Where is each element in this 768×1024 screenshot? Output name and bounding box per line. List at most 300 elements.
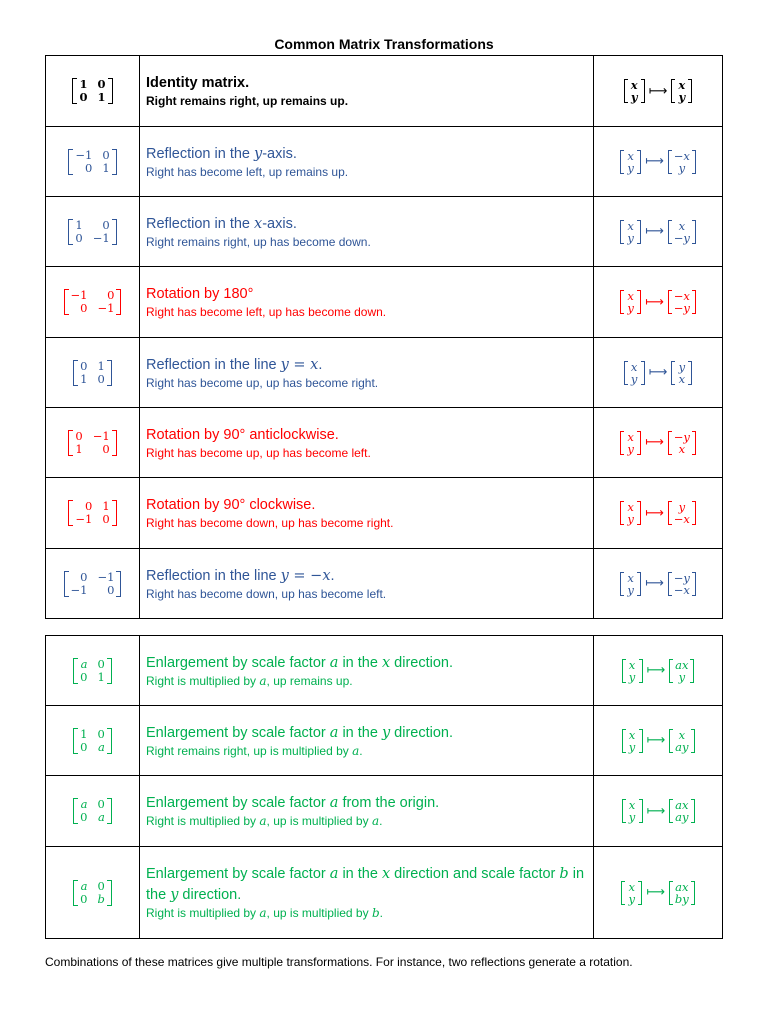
input-vector: [620, 220, 641, 244]
matrix-entry: 0: [84, 160, 93, 175]
bracket: [112, 500, 117, 526]
mapping: [594, 572, 722, 596]
matrix-entry: a: [97, 739, 105, 754]
matrix-cell: [46, 706, 140, 776]
bracket: [107, 880, 112, 906]
mapping: [594, 361, 722, 385]
explanation: Right is multiplied by a, up is multiplied by b.: [146, 906, 383, 920]
vector-entry: y: [627, 441, 634, 456]
matrix-wrap: [46, 880, 139, 906]
math-symbol: a: [329, 724, 339, 741]
bracket: [637, 501, 641, 525]
matrix: [72, 78, 112, 104]
vector-entry: y: [627, 160, 634, 175]
bracket: [639, 729, 643, 753]
matrix-entries: [73, 149, 111, 175]
vector-entries: [624, 150, 637, 174]
matrix-wrap: [46, 500, 139, 526]
description-cell: [140, 776, 594, 847]
maps-to-arrow: ⟼: [646, 803, 666, 819]
matrix-entry: 0: [102, 217, 110, 232]
matrix-entry: 0: [80, 739, 88, 754]
matrix-entry: 0: [80, 358, 88, 373]
matrix-entries: [73, 219, 111, 245]
matrix-cell: [46, 636, 140, 706]
vector-entries: [626, 659, 639, 683]
vector-entry: x: [628, 657, 636, 672]
math-symbol: a: [259, 673, 267, 688]
mapping: [594, 431, 722, 455]
math-symbol: b: [371, 906, 380, 920]
footer-note: Combinations of these matrices give multiple transformations. For instance, two reflections generate a rotation.: [45, 955, 633, 969]
description: Enlargement by scale factor a in the x direction and scale factor b in the y direction.: [146, 866, 585, 903]
matrix-entry: 0: [97, 797, 105, 811]
mapping: [594, 150, 722, 174]
vector-entry: x: [627, 289, 634, 303]
matrix-entry: 0: [102, 512, 110, 526]
table-row: [46, 776, 723, 847]
matrix-entry: −1: [70, 582, 88, 597]
math-symbol: x: [254, 215, 263, 232]
vector-entries: [624, 572, 637, 596]
matrix: [68, 430, 116, 456]
explanation: Right has become left, up remains up.: [146, 164, 349, 179]
matrix-entry: −1: [92, 428, 110, 443]
matrix-entry: −1: [75, 147, 93, 162]
output-vector: [668, 290, 696, 314]
table-row: [46, 549, 723, 619]
maps-to-arrow: ⟼: [645, 576, 664, 591]
matrix-cell: [46, 847, 140, 939]
bracket: [112, 149, 117, 175]
description: Rotation by 90° anticlockwise.: [146, 426, 339, 443]
math-symbol: a: [329, 795, 339, 811]
vector-entry: x: [627, 148, 634, 163]
bracket: [692, 572, 696, 596]
matrix-entry: 0: [80, 669, 88, 684]
matrix-entry: 0: [97, 77, 106, 91]
vector-entry: −y: [673, 570, 690, 585]
vector-entries: [628, 79, 641, 103]
explanation: Right is multiplied by a, up remains up.: [146, 673, 353, 688]
input-vector: [620, 501, 641, 525]
vector-entry: x: [627, 218, 634, 233]
math-symbol: y = x: [280, 356, 319, 373]
maps-to-arrow: ⟼: [645, 294, 664, 310]
matrix: [73, 880, 112, 906]
math-symbol: y = −x: [280, 567, 331, 584]
input-vector: [620, 150, 641, 174]
vector-entries: [624, 431, 637, 455]
math-symbol: x: [381, 654, 391, 671]
bracket: [116, 289, 121, 315]
maps-to-arrow: ⟼: [646, 733, 666, 748]
bracket: [108, 78, 113, 104]
matrix-entry: 0: [80, 810, 88, 824]
vector-entry: x: [628, 879, 635, 894]
table-row: [46, 127, 723, 197]
matrix-cell: [46, 197, 140, 267]
description-cell: [140, 847, 594, 939]
vector-entries: [672, 220, 692, 244]
vector-entry: −x: [673, 512, 690, 526]
table-row: [46, 338, 723, 408]
vector-entries: [672, 431, 692, 455]
matrix-wrap: [46, 430, 139, 456]
matrix-entry: 0: [80, 891, 88, 906]
output-vector: [669, 881, 695, 905]
explanation: Right has become down, up has become right.: [146, 516, 394, 530]
output-vector: [669, 799, 694, 823]
vector-entry: y: [627, 582, 634, 597]
input-vector: [622, 799, 643, 823]
vector-entry: x: [627, 500, 634, 514]
input-vector: [622, 729, 643, 753]
vector-entry: x: [628, 727, 636, 742]
bracket: [637, 150, 641, 174]
mapping: [594, 79, 722, 103]
matrix-wrap: [46, 658, 139, 684]
vector-entries: [672, 572, 692, 596]
matrix-entry: 1: [80, 726, 88, 741]
input-vector: [622, 659, 643, 683]
matrix: [73, 360, 112, 386]
vector-entry: −x: [673, 582, 690, 597]
vector-entry: y: [627, 301, 634, 315]
vector-entry: y: [678, 160, 686, 175]
math-symbol: x: [381, 866, 391, 882]
description: Enlargement by scale factor a in the x direction.: [146, 654, 454, 671]
vector-entries: [624, 501, 637, 525]
matrix: [68, 500, 116, 526]
explanation: Right is multiplied by a, up is multiplied by a.: [146, 814, 383, 828]
bracket: [112, 430, 117, 456]
page-title: Common Matrix Transformations: [274, 36, 494, 52]
mapping: [594, 290, 722, 314]
vector-entries: [626, 729, 639, 753]
mapping-cell: [594, 636, 723, 706]
bracket: [692, 220, 696, 244]
matrix-wrap: [46, 798, 139, 824]
matrix-cell: [46, 408, 140, 478]
vector-entry: y: [628, 739, 636, 754]
matrix: [64, 571, 122, 597]
vector-entry: x: [678, 371, 686, 386]
input-vector: [620, 431, 641, 455]
matrix-entry: 0: [79, 90, 88, 104]
vector-entry: y: [627, 230, 634, 245]
vector-entry: x: [678, 218, 686, 233]
table-row: [46, 267, 723, 338]
vector-entries: [675, 361, 688, 385]
maps-to-arrow: ⟼: [645, 154, 664, 169]
vector-entry: x: [630, 359, 638, 374]
description-cell: [140, 549, 594, 619]
matrix-entry: 1: [97, 669, 105, 684]
vector-entries: [628, 361, 641, 385]
vector-entries: [673, 881, 691, 905]
description-cell: [140, 197, 594, 267]
bracket: [107, 658, 112, 684]
vector-entry: y: [627, 512, 634, 526]
vector-entries: [626, 799, 639, 823]
matrix-entries: [69, 571, 117, 597]
math-symbol: a: [259, 906, 267, 920]
vector-entry: y: [678, 500, 686, 514]
table-row: [46, 847, 723, 939]
explanation: Right has become down, up has become left.: [146, 586, 387, 601]
matrix-entry: −1: [97, 301, 115, 315]
vector-entry: y: [630, 90, 638, 104]
mapping-cell: [594, 197, 723, 267]
bracket: [116, 571, 121, 597]
vector-entry: y: [678, 359, 686, 374]
matrix-entry: −1: [70, 288, 88, 302]
math-symbol: a: [329, 866, 339, 882]
matrix-entry: 0: [97, 371, 105, 386]
bracket: [637, 220, 641, 244]
vector-entry: by: [674, 891, 689, 906]
description-cell: [140, 127, 594, 197]
math-symbol: a: [259, 814, 267, 828]
matrix-entry: a: [97, 810, 105, 824]
bracket: [637, 572, 641, 596]
matrix-cell: [46, 56, 140, 127]
explanation: Right remains right, up remains up.: [146, 94, 349, 108]
vector-entry: y: [628, 669, 636, 684]
mapping-cell: [594, 56, 723, 127]
matrix-entry: −1: [97, 569, 115, 584]
mapping: [594, 799, 722, 823]
output-vector: [668, 572, 696, 596]
table-row: [46, 56, 723, 127]
table-row: [46, 408, 723, 478]
input-vector: [624, 361, 645, 385]
explanation: Right has become up, up has become left.: [146, 445, 371, 460]
matrix-cell: [46, 127, 140, 197]
vector-entries: [624, 220, 637, 244]
vector-entry: x: [678, 727, 686, 742]
bracket: [692, 501, 696, 525]
matrix-entry: 0: [80, 569, 88, 584]
description-cell: [140, 706, 594, 776]
explanation: Right remains right, up has become down.: [146, 234, 371, 249]
vector-entry: ax: [675, 657, 689, 672]
vector-entry: −y: [673, 230, 690, 245]
matrix-entries: [77, 78, 107, 104]
maps-to-arrow: ⟼: [645, 224, 664, 239]
matrix-entries: [78, 728, 107, 754]
matrix-wrap: [46, 149, 139, 175]
vector-entries: [672, 501, 692, 525]
description: Reflection in the line y = x.: [146, 356, 323, 373]
matrix-cell: [46, 549, 140, 619]
vector-entry: x: [630, 78, 638, 92]
matrix-entry: 0: [102, 441, 110, 456]
maps-to-arrow: ⟼: [648, 365, 668, 380]
vector-entry: y: [678, 90, 686, 104]
vector-entry: −y: [673, 429, 690, 444]
description-cell: [140, 636, 594, 706]
explanation: Right has become up, up has become right.: [146, 375, 379, 390]
description-cell: [140, 338, 594, 408]
output-vector: [671, 361, 692, 385]
math-symbol: a: [329, 654, 339, 671]
output-vector: [671, 79, 692, 103]
vector-entry: ax: [675, 798, 689, 812]
matrix-cell: [46, 776, 140, 847]
table-row: [46, 197, 723, 267]
description: Enlargement by scale factor a in the y direction.: [146, 724, 454, 741]
vector-entry: y: [628, 810, 636, 824]
math-symbol: a: [352, 743, 360, 758]
description: Identity matrix.: [146, 75, 250, 91]
vector-entry: ay: [675, 739, 689, 754]
table-row: [46, 478, 723, 549]
mapping: [594, 220, 722, 244]
vector-entry: y: [678, 669, 686, 684]
bracket: [639, 659, 643, 683]
matrix-entry: b: [97, 891, 105, 906]
matrix-wrap: [46, 571, 139, 597]
matrix: [73, 798, 112, 824]
vector-entry: y: [628, 891, 635, 906]
output-vector: [669, 659, 694, 683]
math-symbol: y: [381, 724, 391, 741]
output-vector: [668, 150, 696, 174]
matrix-entry: 1: [75, 441, 83, 456]
maps-to-arrow: ⟼: [645, 505, 664, 521]
matrix-entry: 1: [97, 90, 106, 104]
mapping: [594, 659, 722, 683]
output-vector: [668, 431, 696, 455]
matrix: [73, 728, 112, 754]
vector-entry: y: [630, 371, 638, 386]
matrix-entry: −1: [75, 512, 93, 526]
bracket: [691, 799, 695, 823]
bracket: [641, 361, 645, 385]
description: Reflection in the x-axis.: [146, 215, 297, 232]
math-symbol: a: [371, 814, 380, 828]
matrix-entry: 0: [97, 726, 105, 741]
matrix-entry: a: [80, 656, 88, 671]
description: Rotation by 90° clockwise.: [146, 497, 316, 513]
matrix-entries: [78, 880, 107, 906]
vector-entry: −x: [673, 148, 690, 163]
description-cell: [140, 56, 594, 127]
maps-to-arrow: ⟼: [645, 435, 664, 450]
vector-entry: −y: [673, 301, 690, 315]
vector-entries: [625, 881, 638, 905]
matrix-cell: [46, 338, 140, 408]
vector-entry: x: [627, 570, 634, 585]
matrix-entries: [69, 289, 117, 315]
matrix: [73, 658, 112, 684]
vector-entries: [673, 799, 690, 823]
description: Reflection in the y-axis.: [146, 145, 297, 162]
vector-entries: [673, 729, 690, 753]
mapping-cell: [594, 127, 723, 197]
maps-to-arrow: ⟼: [646, 885, 665, 900]
bracket: [688, 361, 692, 385]
vector-entry: ay: [675, 810, 689, 824]
matrix-entry: 1: [79, 77, 88, 91]
mapping-cell: [594, 776, 723, 847]
mapping: [594, 501, 722, 525]
matrix-entry: 0: [80, 301, 88, 315]
bracket: [638, 881, 642, 905]
vector-entry: x: [627, 429, 634, 444]
vector-entry: −x: [673, 289, 690, 303]
matrix-entry: 0: [97, 878, 105, 893]
matrix-entries: [78, 658, 107, 684]
description: Rotation by 180°: [146, 286, 254, 302]
matrix: [68, 149, 116, 175]
mapping: [594, 881, 722, 905]
input-vector: [620, 290, 641, 314]
vector-entries: [672, 290, 692, 314]
bracket: [692, 431, 696, 455]
explanation: Right remains right, up is multiplied by a.: [146, 743, 363, 758]
vector-entries: [672, 150, 692, 174]
maps-to-arrow: ⟼: [646, 663, 666, 678]
vector-entries: [673, 659, 690, 683]
bracket: [637, 431, 641, 455]
input-vector: [624, 79, 645, 103]
matrix-entry: 0: [75, 230, 83, 245]
matrix-entry: a: [80, 878, 88, 893]
bracket: [112, 219, 117, 245]
mapping-cell: [594, 478, 723, 549]
maps-to-arrow: ⟼: [648, 83, 668, 99]
mapping-cell: [594, 338, 723, 408]
matrix-entry: 0: [84, 499, 93, 513]
bracket: [107, 728, 112, 754]
description-cell: [140, 408, 594, 478]
enlargements-table: [45, 635, 723, 939]
mapping-cell: [594, 267, 723, 338]
mapping-cell: [594, 549, 723, 619]
transformations-table: [45, 55, 723, 619]
matrix-entries: [73, 430, 111, 456]
description-cell: [140, 267, 594, 338]
input-vector: [620, 572, 641, 596]
matrix-cell: [46, 267, 140, 338]
matrix-entries: [78, 360, 107, 386]
bracket: [691, 729, 695, 753]
mapping-cell: [594, 408, 723, 478]
bracket: [107, 360, 112, 386]
matrix-entry: 0: [75, 428, 83, 443]
bracket: [637, 290, 641, 314]
matrix: [68, 219, 116, 245]
matrix-entries: [78, 798, 107, 824]
math-symbol: y: [170, 887, 179, 903]
vector-entry: x: [678, 78, 686, 92]
matrix-wrap: [46, 289, 139, 315]
mapping: [594, 729, 722, 753]
matrix-cell: [46, 478, 140, 549]
bracket: [107, 798, 112, 824]
input-vector: [621, 881, 642, 905]
bracket: [639, 799, 643, 823]
matrix: [64, 289, 122, 315]
math-symbol: y: [254, 145, 263, 162]
vector-entry: x: [678, 441, 686, 456]
bracket: [691, 881, 695, 905]
matrix-entry: 1: [102, 160, 110, 175]
output-vector: [668, 501, 696, 525]
